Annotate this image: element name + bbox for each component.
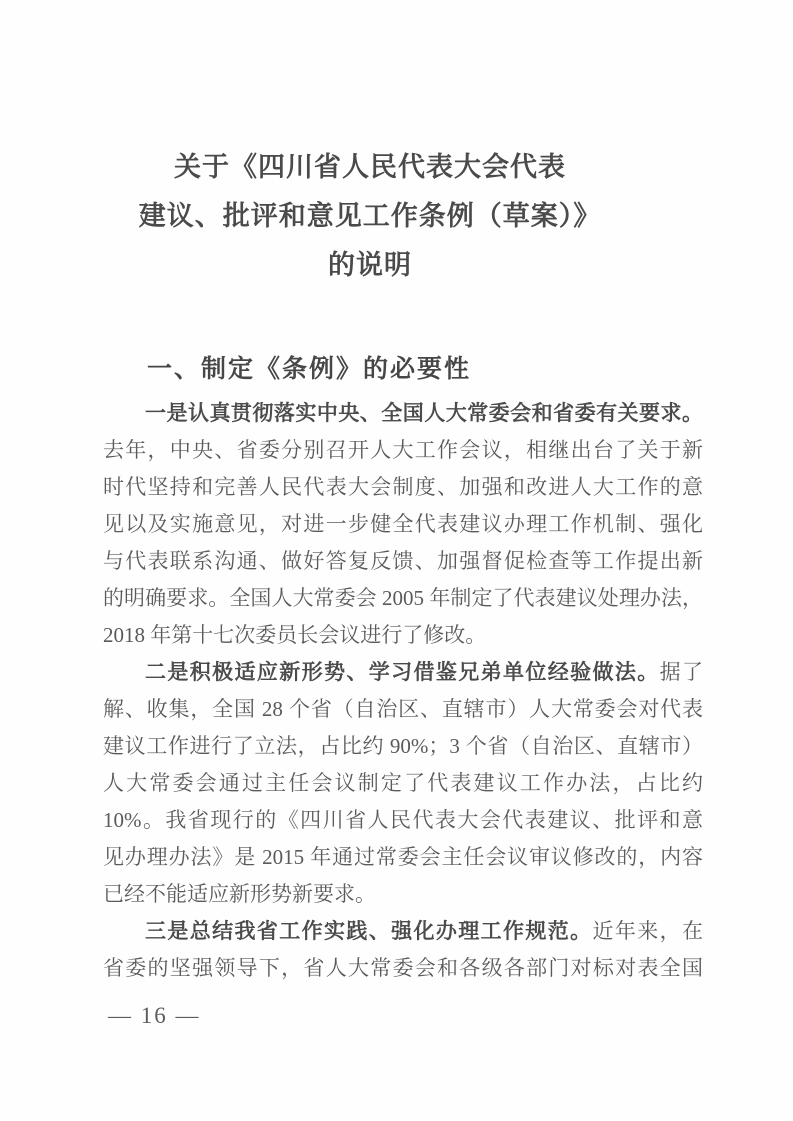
body-line xyxy=(103,876,703,913)
line-text: 2018 年第十七次委员长会议进行了修改。 xyxy=(103,623,487,647)
line-text: 与代表联系沟通、做好答复反馈、加强督促检查等工作提出新 xyxy=(103,549,703,573)
body-line xyxy=(103,617,703,654)
bold-lead: 一是认真贯彻落实中央、全国人大常委会和省委有关要求。 xyxy=(145,401,703,425)
bold-lead: 二是积极适应新形势、学习借鉴兄弟单位经验做法。 xyxy=(145,660,660,684)
body-line xyxy=(103,432,703,469)
body-line xyxy=(103,691,703,728)
body-line xyxy=(103,802,703,839)
body-line xyxy=(103,580,703,617)
body-line xyxy=(103,395,703,432)
bold-lead: 三是总结我省工作实践、强化办理工作规范。 xyxy=(145,919,593,943)
document-title xyxy=(0,143,740,290)
document-body xyxy=(103,395,703,987)
body-line xyxy=(103,469,703,506)
body-line xyxy=(103,728,703,765)
line-text: 10%。我省现行的《四川省人民代表大会代表建议、批评和意 xyxy=(103,808,703,832)
line-text: 的明确要求。全国人大常委会 2005 年制定了代表建议处理办法， xyxy=(103,586,703,610)
line-text: 见以及实施意见，对进一步健全代表建议办理工作机制、强化 xyxy=(103,512,703,536)
document-title-line-3: 的说明 xyxy=(328,250,412,280)
document-title-line-1: 关于《四川省人民代表大会代表 xyxy=(174,152,566,182)
body-line xyxy=(103,765,703,802)
body-line xyxy=(103,654,703,691)
document-title-line-2: 建议、批评和意见工作条例（草案）》 xyxy=(138,201,602,231)
line-text: 去年，中央、省委分别召开人大工作会议，相继出台了关于新 xyxy=(103,438,703,462)
body-line xyxy=(103,839,703,876)
line-text: 解、收集，全国 28 个省（自治区、直辖市）人大常委会对代表 xyxy=(103,697,703,721)
line-text: 时代坚持和完善人民代表大会制度、加强和改进人大工作的意 xyxy=(103,475,703,499)
body-line xyxy=(103,543,703,580)
line-text: 已经不能适应新形势新要求。 xyxy=(103,882,376,906)
line-text: 建议工作进行了立法，占比约 90%；3 个省（自治区、直辖市） xyxy=(103,734,703,758)
body-line xyxy=(103,913,703,950)
body-line xyxy=(103,506,703,543)
page-number: — 16 — xyxy=(108,1003,201,1028)
line-text: 近年来，在 xyxy=(592,919,703,943)
line-text: 见办理办法》是 2015 年通过常委会主任会议审议修改的，内容 xyxy=(103,845,703,869)
section-heading: 一、制定《条例》的必要性 xyxy=(147,355,472,383)
body-line xyxy=(103,950,703,987)
line-text: 人大常委会通过主任会议制定了代表建议工作办法，占比约 xyxy=(103,771,703,795)
line-text: 据了 xyxy=(659,660,703,684)
line-text: 省委的坚强领导下，省人大常委会和各级各部门对标对表全国 xyxy=(103,956,703,980)
